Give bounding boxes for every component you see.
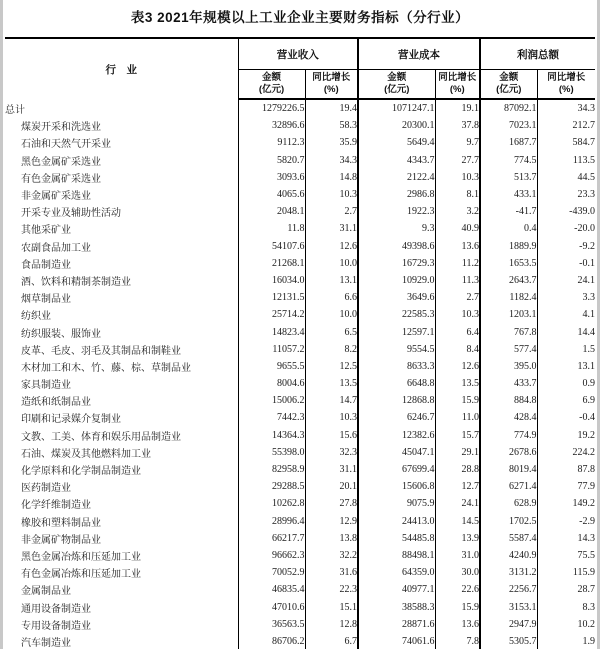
value-cell: 34.3 (305, 152, 358, 169)
value-cell: 4.1 (537, 306, 595, 323)
value-cell: 11.3 (435, 272, 480, 289)
value-cell: -9.2 (537, 238, 595, 255)
subheader-line: 金额 (499, 72, 519, 83)
value-cell: 3.3 (537, 289, 595, 306)
value-cell: 30.0 (435, 564, 480, 581)
value-cell: 31.6 (305, 564, 358, 581)
value-cell: -20.0 (537, 220, 595, 237)
value-cell: 10.0 (305, 255, 358, 272)
value-cell: 513.7 (480, 169, 537, 186)
value-cell: 75.5 (537, 547, 595, 564)
value-cell: 2947.9 (480, 616, 537, 633)
page-left-margin (0, 0, 3, 649)
table-row (5, 99, 595, 117)
value-cell: 2048.1 (238, 203, 305, 220)
table-row (5, 444, 595, 461)
value-cell: 16729.3 (358, 255, 435, 272)
value-cell: 40977.1 (358, 581, 435, 598)
table-row (5, 306, 595, 323)
value-cell: 5820.7 (238, 152, 305, 169)
column-group-operating-revenue: 营业收入 (238, 38, 358, 70)
subheader-unit: (亿元) (258, 84, 285, 95)
table-row (5, 375, 595, 392)
table-row (5, 427, 595, 444)
table-row (5, 478, 595, 495)
value-cell: 774.5 (480, 152, 537, 169)
subheader-line: 同比增长 (438, 72, 477, 83)
value-cell: 19.1 (435, 99, 480, 117)
table-row (5, 598, 595, 615)
industry-name: 非金属矿物制品业 (21, 534, 101, 546)
industry-name: 印刷和记录媒介复制业 (21, 414, 121, 426)
value-cell: 2643.7 (480, 272, 537, 289)
column-group-operating-cost: 营业成本 (358, 38, 480, 70)
industry-name: 医药制造业 (21, 483, 71, 495)
value-cell: 27.8 (305, 495, 358, 512)
value-cell: 3.2 (435, 203, 480, 220)
industry-name: 文教、工美、体育和娱乐用品制造业 (21, 431, 181, 443)
value-cell: 10.3 (305, 409, 358, 426)
value-cell: 10.3 (435, 306, 480, 323)
value-cell: 22.6 (435, 581, 480, 598)
value-cell: 10.0 (305, 306, 358, 323)
value-cell: 774.9 (480, 427, 537, 444)
industry-name: 黑色金属冶炼和压延加工业 (21, 551, 141, 563)
value-cell: 14.4 (537, 323, 595, 340)
value-cell: 11057.2 (238, 341, 305, 358)
table-row (5, 461, 595, 478)
value-cell: 14.5 (435, 513, 480, 530)
value-cell: 31.0 (435, 547, 480, 564)
value-cell: 12.5 (305, 358, 358, 375)
value-cell: 24413.0 (358, 513, 435, 530)
value-cell: 224.2 (537, 444, 595, 461)
value-cell: 37.8 (435, 117, 480, 134)
value-cell: 22585.3 (358, 306, 435, 323)
value-cell: 1.5 (537, 341, 595, 358)
value-cell: 9554.5 (358, 341, 435, 358)
table-row (5, 581, 595, 598)
table-header (5, 38, 595, 99)
value-cell: 1922.3 (358, 203, 435, 220)
value-cell: 2256.7 (480, 581, 537, 598)
value-cell: 577.4 (480, 341, 537, 358)
value-cell: 19.4 (305, 99, 358, 117)
value-cell: 15.7 (435, 427, 480, 444)
value-cell: 2.7 (435, 289, 480, 306)
table-row (5, 203, 595, 220)
value-cell: 12.7 (435, 478, 480, 495)
value-cell: 70052.9 (238, 564, 305, 581)
value-cell: 6.6 (305, 289, 358, 306)
industry-name: 汽车制造业 (21, 637, 71, 649)
industry-name: 纺织服装、服饰业 (21, 328, 101, 340)
value-cell: 66217.7 (238, 530, 305, 547)
value-cell: 40.9 (435, 220, 480, 237)
header-group-row (5, 38, 595, 70)
subheader-unit: (亿元) (384, 84, 410, 95)
value-cell: 7.8 (435, 633, 480, 649)
value-cell: 16034.0 (238, 272, 305, 289)
value-cell: 27.7 (435, 152, 480, 169)
value-cell: 14.8 (305, 169, 358, 186)
value-cell: 15606.8 (358, 478, 435, 495)
industry-name: 其他采矿业 (21, 225, 71, 237)
subheader-line: 同比增长 (312, 72, 351, 83)
table-row (5, 530, 595, 547)
value-cell: 28996.4 (238, 513, 305, 530)
value-cell: 9655.5 (238, 358, 305, 375)
value-cell: 212.7 (537, 117, 595, 134)
value-cell: -41.7 (480, 203, 537, 220)
subheader-line: 金额 (387, 72, 407, 83)
value-cell: 5305.7 (480, 633, 537, 649)
value-cell: 28.7 (537, 581, 595, 598)
value-cell: 14823.4 (238, 323, 305, 340)
value-cell: 20.1 (305, 478, 358, 495)
table-title: 表3 2021年规模以上工业企业主要财务指标（分行业） (130, 10, 470, 25)
value-cell: 88498.1 (358, 547, 435, 564)
column-header-revenue-amount (238, 70, 305, 100)
subheader-line: 金额 (261, 72, 281, 83)
value-cell: 3649.6 (358, 289, 435, 306)
subheader-unit: (%) (558, 84, 574, 95)
value-cell: 32.3 (305, 444, 358, 461)
value-cell: 86706.2 (238, 633, 305, 649)
industry-name: 黑色金属矿采选业 (21, 156, 101, 168)
value-cell: 5649.4 (358, 134, 435, 151)
value-cell: 87092.1 (480, 99, 537, 117)
table-row (5, 323, 595, 340)
value-cell: 15.9 (435, 392, 480, 409)
value-cell: 6648.8 (358, 375, 435, 392)
value-cell: 13.1 (305, 272, 358, 289)
value-cell: 6.5 (305, 323, 358, 340)
value-cell: 4240.9 (480, 547, 537, 564)
value-cell: 433.7 (480, 375, 537, 392)
value-cell: 6246.7 (358, 409, 435, 426)
value-cell: 2986.8 (358, 186, 435, 203)
industry-name: 橡胶和塑料制品业 (21, 517, 101, 529)
value-cell: 767.8 (480, 323, 537, 340)
value-cell: 13.1 (537, 358, 595, 375)
value-cell: 49398.6 (358, 238, 435, 255)
industry-name: 烟草制品业 (21, 294, 71, 306)
value-cell: 54485.8 (358, 530, 435, 547)
value-cell: 10.2 (537, 616, 595, 633)
value-cell: 7442.3 (238, 409, 305, 426)
subheader-unit: (亿元) (496, 84, 522, 95)
value-cell: 6.9 (537, 392, 595, 409)
value-cell: 1653.5 (480, 255, 537, 272)
value-cell: 12.6 (305, 238, 358, 255)
table-row (5, 134, 595, 151)
value-cell: 395.0 (480, 358, 537, 375)
value-cell: 6.4 (435, 323, 480, 340)
value-cell: 0.4 (480, 220, 537, 237)
value-cell: 31.1 (305, 461, 358, 478)
value-cell: 8.3 (537, 598, 595, 615)
value-cell: 10.3 (305, 186, 358, 203)
table-row (5, 289, 595, 306)
column-header-revenue-growth (305, 70, 358, 100)
value-cell: 24.1 (435, 495, 480, 512)
table-row (5, 513, 595, 530)
value-cell: 1203.1 (480, 306, 537, 323)
industry-name: 农副食品加工业 (21, 242, 91, 254)
value-cell: 433.1 (480, 186, 537, 203)
value-cell: 4343.7 (358, 152, 435, 169)
column-header-cost-amount (358, 70, 435, 100)
value-cell: 9112.3 (238, 134, 305, 151)
subheader-unit: (%) (449, 84, 465, 95)
value-cell: 15006.2 (238, 392, 305, 409)
value-cell: 87.8 (537, 461, 595, 478)
industry-name: 化学原料和化学制品制造业 (21, 466, 141, 478)
value-cell: 9.7 (435, 134, 480, 151)
industry-name: 石油和天然气开采业 (21, 139, 111, 151)
value-cell: -0.1 (537, 255, 595, 272)
value-cell: 64359.0 (358, 564, 435, 581)
value-cell: 12.9 (305, 513, 358, 530)
value-cell: 44.5 (537, 169, 595, 186)
value-cell: 22.3 (305, 581, 358, 598)
table-row (5, 341, 595, 358)
value-cell: 29.1 (435, 444, 480, 461)
table-row (5, 169, 595, 186)
value-cell: 34.3 (537, 99, 595, 117)
industry-name: 造纸和纸制品业 (21, 397, 91, 409)
table-row (5, 547, 595, 564)
value-cell: 32896.6 (238, 117, 305, 134)
value-cell: 11.8 (238, 220, 305, 237)
value-cell: 38588.3 (358, 598, 435, 615)
column-header-profit-amount (480, 70, 537, 100)
table-row (5, 238, 595, 255)
value-cell: 47010.6 (238, 598, 305, 615)
value-cell: 31.1 (305, 220, 358, 237)
value-cell: 11.2 (435, 255, 480, 272)
value-cell: 28871.6 (358, 616, 435, 633)
value-cell: 11.0 (435, 409, 480, 426)
industry-name: 总计 (5, 104, 25, 116)
value-cell: 8.2 (305, 341, 358, 358)
value-cell: 9075.9 (358, 495, 435, 512)
industry-name: 煤炭开采和洗选业 (21, 122, 101, 134)
value-cell: 35.9 (305, 134, 358, 151)
table-row (5, 616, 595, 633)
value-cell: 21268.1 (238, 255, 305, 272)
value-cell: 1279226.5 (238, 99, 305, 117)
value-cell: 14.3 (537, 530, 595, 547)
industry-name: 食品制造业 (21, 259, 71, 271)
industry-name: 非金属矿采选业 (21, 191, 91, 203)
value-cell: 8633.3 (358, 358, 435, 375)
value-cell: 15.9 (435, 598, 480, 615)
industry-name: 化学纤维制造业 (21, 500, 91, 512)
value-cell: 10262.8 (238, 495, 305, 512)
value-cell: 15.6 (305, 427, 358, 444)
value-cell: 149.2 (537, 495, 595, 512)
value-cell: 428.4 (480, 409, 537, 426)
table-row (5, 358, 595, 375)
value-cell: 12.8 (305, 616, 358, 633)
value-cell: 74061.6 (358, 633, 435, 649)
value-cell: 58.3 (305, 117, 358, 134)
value-cell: 8.1 (435, 186, 480, 203)
value-cell: 13.8 (305, 530, 358, 547)
value-cell: 12.6 (435, 358, 480, 375)
industry-name: 酒、饮料和精制茶制造业 (21, 276, 131, 288)
value-cell: 2678.6 (480, 444, 537, 461)
industry-name: 家具制造业 (21, 380, 71, 392)
value-cell: 884.8 (480, 392, 537, 409)
subheader-unit: (%) (323, 84, 339, 95)
table-row (5, 152, 595, 169)
industry-name: 金属制品业 (21, 586, 71, 598)
industry-name: 开采专业及辅助性活动 (21, 208, 121, 220)
value-cell: 584.7 (537, 134, 595, 151)
value-cell: 5587.4 (480, 530, 537, 547)
value-cell: 1.9 (537, 633, 595, 649)
table-row (5, 186, 595, 203)
value-cell: 14.7 (305, 392, 358, 409)
value-cell: 6.7 (305, 633, 358, 649)
industry-name: 有色金属矿采选业 (21, 173, 101, 185)
value-cell: 13.6 (435, 238, 480, 255)
value-cell: 115.9 (537, 564, 595, 581)
value-cell: -2.9 (537, 513, 595, 530)
industry-name: 纺织业 (21, 311, 51, 323)
value-cell: 14364.3 (238, 427, 305, 444)
value-cell: 13.5 (435, 375, 480, 392)
value-cell: 10929.0 (358, 272, 435, 289)
value-cell: 628.9 (480, 495, 537, 512)
value-cell: 54107.6 (238, 238, 305, 255)
table-row (5, 117, 595, 134)
table-row (5, 564, 595, 581)
subheader-line: 同比增长 (547, 72, 586, 83)
value-cell: 82958.9 (238, 461, 305, 478)
value-cell: 29288.5 (238, 478, 305, 495)
column-header-cost-growth (435, 70, 480, 100)
value-cell: 4065.6 (238, 186, 305, 203)
value-cell: 77.9 (537, 478, 595, 495)
industry-name: 木材加工和木、竹、藤、棕、草制品业 (21, 362, 191, 374)
value-cell: 13.9 (435, 530, 480, 547)
value-cell: 0.9 (537, 375, 595, 392)
column-header-profit-growth (537, 70, 595, 100)
table-body (5, 99, 595, 649)
industry-name: 石油、煤炭及其他燃料加工业 (21, 448, 151, 460)
value-cell: 12597.1 (358, 323, 435, 340)
value-cell: 9.3 (358, 220, 435, 237)
value-cell: 10.3 (435, 169, 480, 186)
value-cell: 3153.1 (480, 598, 537, 615)
value-cell: 32.2 (305, 547, 358, 564)
industry-name: 皮革、毛皮、羽毛及其制品和制鞋业 (21, 345, 181, 357)
value-cell: 113.5 (537, 152, 595, 169)
value-cell: 12382.6 (358, 427, 435, 444)
value-cell: 1687.7 (480, 134, 537, 151)
financial-indicators-table (5, 37, 595, 649)
table-row (5, 220, 595, 237)
value-cell: 55398.0 (238, 444, 305, 461)
value-cell: 13.5 (305, 375, 358, 392)
value-cell: 8.4 (435, 341, 480, 358)
table-row (5, 495, 595, 512)
value-cell: 2.7 (305, 203, 358, 220)
value-cell: 7023.1 (480, 117, 537, 134)
value-cell: 46835.4 (238, 581, 305, 598)
value-cell: 45047.1 (358, 444, 435, 461)
industry-name: 专用设备制造业 (21, 620, 91, 632)
value-cell: 1889.9 (480, 238, 537, 255)
value-cell: 6271.4 (480, 478, 537, 495)
value-cell: 24.1 (537, 272, 595, 289)
value-cell: 13.6 (435, 616, 480, 633)
value-cell: 96662.3 (238, 547, 305, 564)
table-row (5, 272, 595, 289)
column-group-total-profit: 利润总额 (480, 38, 595, 70)
value-cell: 28.8 (435, 461, 480, 478)
table-row (5, 633, 595, 649)
value-cell: 8004.6 (238, 375, 305, 392)
value-cell: 67699.4 (358, 461, 435, 478)
value-cell: 3093.6 (238, 169, 305, 186)
industry-name: 有色金属冶炼和压延加工业 (21, 569, 141, 581)
value-cell: 25714.2 (238, 306, 305, 323)
value-cell: 12131.5 (238, 289, 305, 306)
value-cell: 36563.5 (238, 616, 305, 633)
value-cell: 15.1 (305, 598, 358, 615)
value-cell: 19.2 (537, 427, 595, 444)
value-cell: -0.4 (537, 409, 595, 426)
value-cell: 8019.4 (480, 461, 537, 478)
value-cell: 20300.1 (358, 117, 435, 134)
column-header-industry: 行 业 (105, 63, 137, 76)
value-cell: 23.3 (537, 186, 595, 203)
table-row (5, 392, 595, 409)
value-cell: 2122.4 (358, 169, 435, 186)
table-row (5, 409, 595, 426)
industry-name: 通用设备制造业 (21, 603, 91, 615)
value-cell: -439.0 (537, 203, 595, 220)
value-cell: 1182.4 (480, 289, 537, 306)
value-cell: 3131.2 (480, 564, 537, 581)
table-row (5, 255, 595, 272)
value-cell: 1702.5 (480, 513, 537, 530)
value-cell: 1071247.1 (358, 99, 435, 117)
value-cell: 12868.8 (358, 392, 435, 409)
